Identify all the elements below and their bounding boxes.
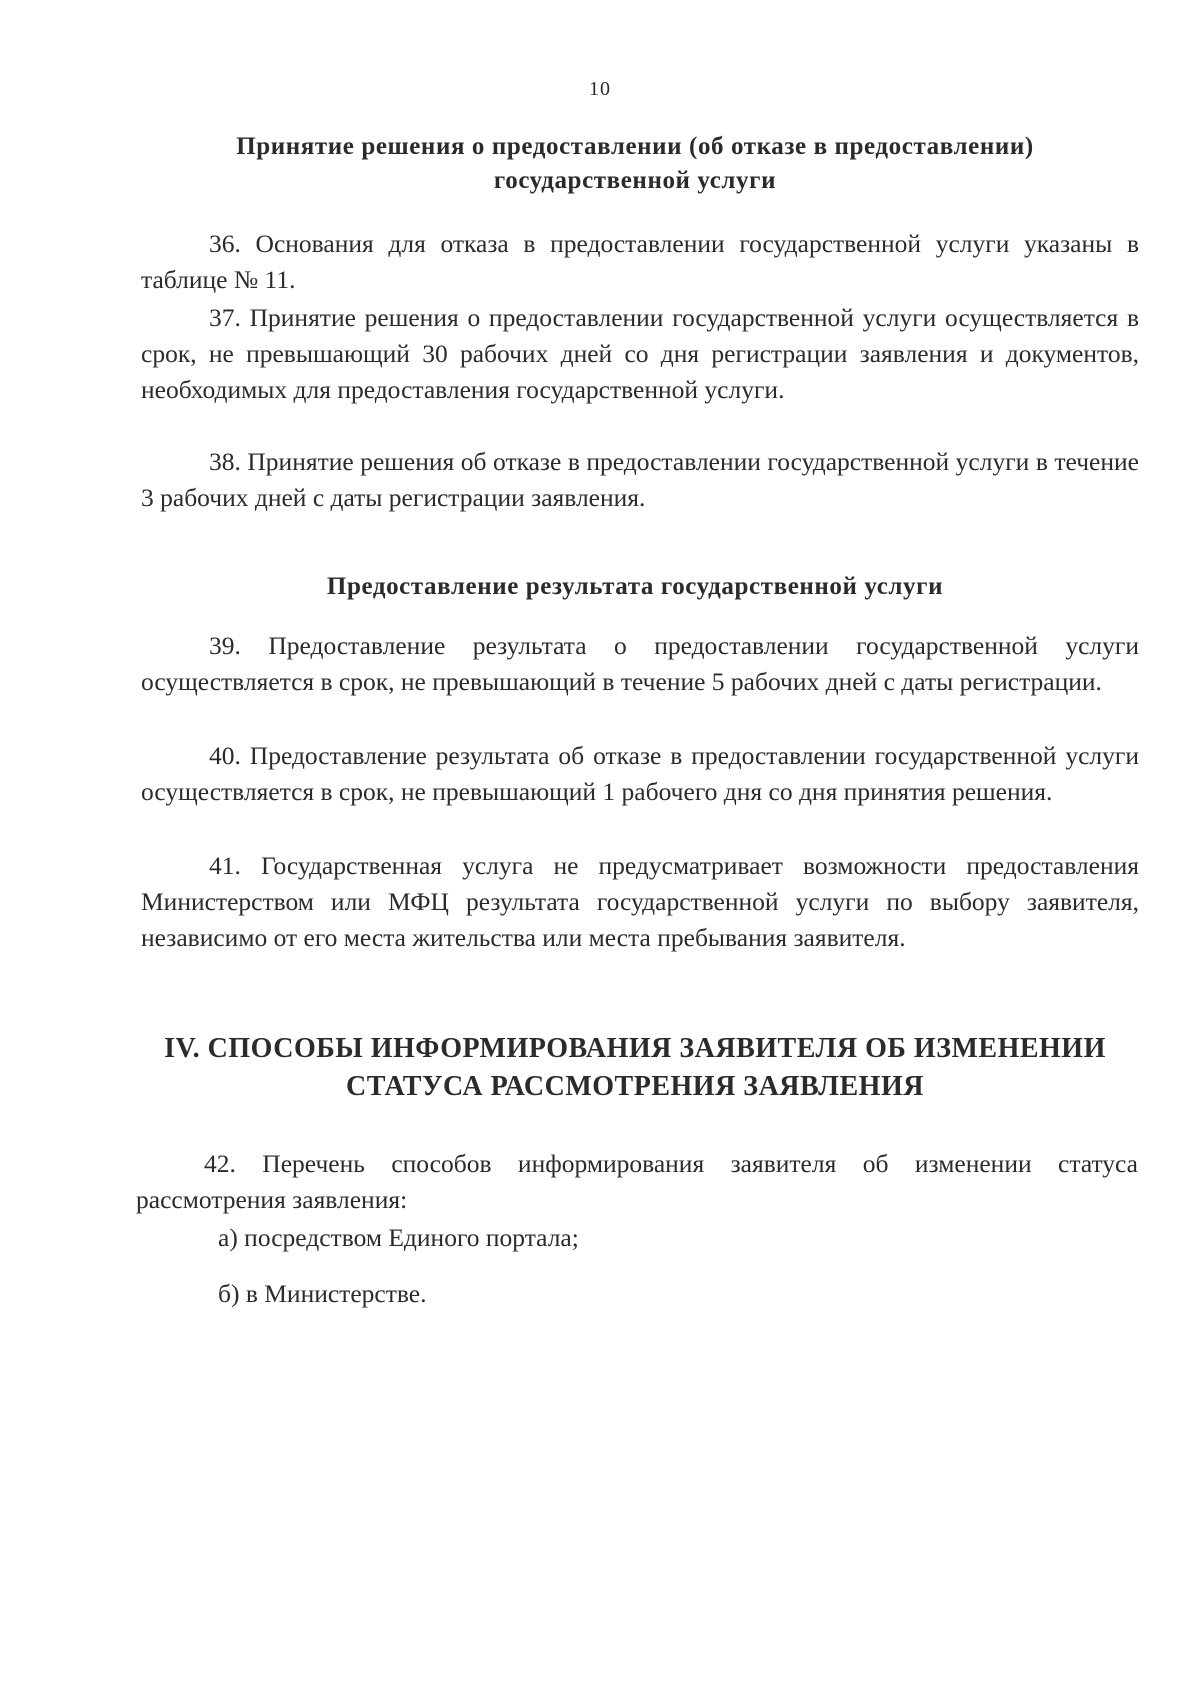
heading-line: Принятие решения о предоставлении (об отказе в предоставлении) — [236, 133, 1034, 160]
paragraph-38: 38. Принятие решения об отказе в предоставлении государственной услуги в течение 3 рабочих дней с даты регистрации заявления. — [141, 447, 1139, 512]
paragraph-36: 36. Основания для отказа в предоставлении государственной услуги указаны в таблице № 11. — [141, 229, 1139, 294]
subsection-heading-result: Предоставление результата государственной услуги — [326, 573, 944, 600]
list-item-a: а) посредством Единого портала; — [218, 1223, 579, 1252]
section-heading-line: СТАТУСА РАССМОТРЕНИЯ ЗАЯВЛЕНИЯ — [346, 1071, 924, 1102]
paragraph-39: 39. Предоставление результата о предоставлении государственной услуги осуществляется в срок, не превышающий в течение 5 рабочих дней с даты регистрации. — [141, 631, 1139, 696]
subsection-heading-decision — [140, 130, 1130, 198]
paragraph-42: 42. Перечень способов информирования заявителя об изменении статуса рассмотрения заявления: — [136, 1149, 1138, 1214]
paragraph-40: 40. Предоставление результата об отказе в предоставлении государственной услуги осуществляется в срок, не превышающий 1 рабочего дня со дня принятия решения. — [141, 741, 1139, 806]
paragraph-41: 41. Государственная услуга не предусматривает возможности предоставления Министерством или МФЦ результата государственной услуги по выбору заявителя, независимо от его места жительства или места пребывания заявителя. — [141, 851, 1139, 952]
section-heading-iv — [140, 1030, 1130, 1106]
page-number: 10 — [589, 78, 611, 100]
list-item-b: б) в Министерстве. — [218, 1279, 427, 1308]
heading-line: государственной услуги — [493, 167, 777, 194]
section-heading-line: IV. СПОСОБЫ ИНФОРМИРОВАНИЯ ЗАЯВИТЕЛЯ ОБ ИЗМЕНЕНИИ — [164, 1033, 1106, 1064]
paragraph-37: 37. Принятие решения о предоставлении государственной услуги осуществляется в срок, не превышающий 30 рабочих дней со дня регистрации заявления и документов, необходимых для предоставления государственной услуги. — [141, 303, 1139, 404]
